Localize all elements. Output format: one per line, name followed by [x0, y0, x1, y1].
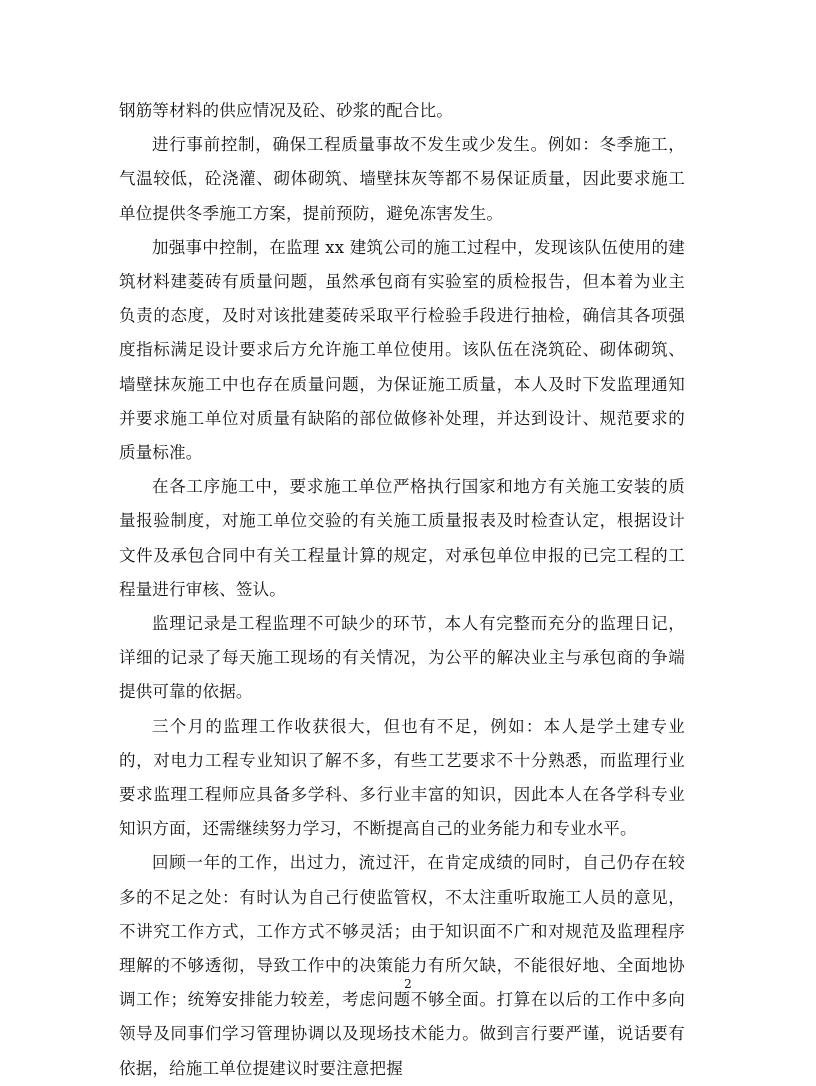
paragraph-supervision-records: 监理记录是工程监理不可缺少的环节，本人有完整而充分的监理日记，详细的记录了每天施工现场的有关情况，为公平的解决业主与承包商的争端提供可靠的依据。 [119, 614, 685, 702]
paragraph-materials-continuation: 钢筋等材料的供应情况及砼、砂浆的配合比。 [119, 101, 453, 120]
document-body [119, 94, 685, 1086]
paragraph-annual-review: 回顾一年的工作，出过力，流过汗，在肯定成绩的同时，自己仍存在较多的不足之处：有时认为自己行使监管权，不太注重听取施工人员的意见，不讲究工作方式，工作方式不够灵活；由于知识面不广和对规范及监理程序理解的不够透彻，导致工作中的决策能力有所欠缺，不能很好地、全面地协调工作；统筹安排能力较差，考虑问题不够全面。打算在以后的工作中多向领导及同事们学习管理协调以及现场技术能力。做到言行要严谨，说话要有依据，给施工单位提建议时要注意把握 [119, 853, 685, 1078]
paragraph-in-process-control: 加强事中控制，在监理 xx 建筑公司的施工过程中，发现该队伍使用的建筑材料建菱砖有质量问题，虽然承包商有实验室的质检报告，但本着为业主负责的态度，及时对该批建菱砖采取平行检验手段进行抽检，确信其各项强度指标满足设计要求后方允许施工单位使用。该队伍在浇筑砼、砌体砌筑、墙壁抹灰施工中也存在质量问题，为保证施工质量，本人及时下发监理通知并要求施工单位对质量有缺陷的部位做修补处理，并达到设计、规范要求的质量标准。 [119, 237, 685, 463]
paragraph-quality-inspection: 在各工序施工中，要求施工单位严格执行国家和地方有关施工安装的质量报验制度，对施工单位交验的有关施工质量报表及时检查认定，根据设计文件及承包合同中有关工程量计算的规定，对承包单位申报的已完工程的工程量进行审核、签认。 [119, 477, 685, 599]
paragraph-three-month-review: 三个月的监理工作收获很大，但也有不足，例如：本人是学土建专业的，对电力工程专业知识了解不多，有些工艺要求不十分熟悉，而监理行业要求监理工程师应具备多学科、多行业丰富的知识，因此本人在各学科专业知识方面，还需继续努力学习，不断提高自己的业务能力和专业水平。 [119, 716, 685, 839]
page-number: 2 [404, 977, 412, 991]
paragraph-pre-control: 进行事前控制，确保工程质量事故不发生或少发生。例如：冬季施工，气温较低，砼浇灌、砌体砌筑、墙壁抹灰等都不易保证质量，因此要求施工单位提供冬季施工方案，提前预防，避免冻害发生。 [119, 135, 685, 223]
